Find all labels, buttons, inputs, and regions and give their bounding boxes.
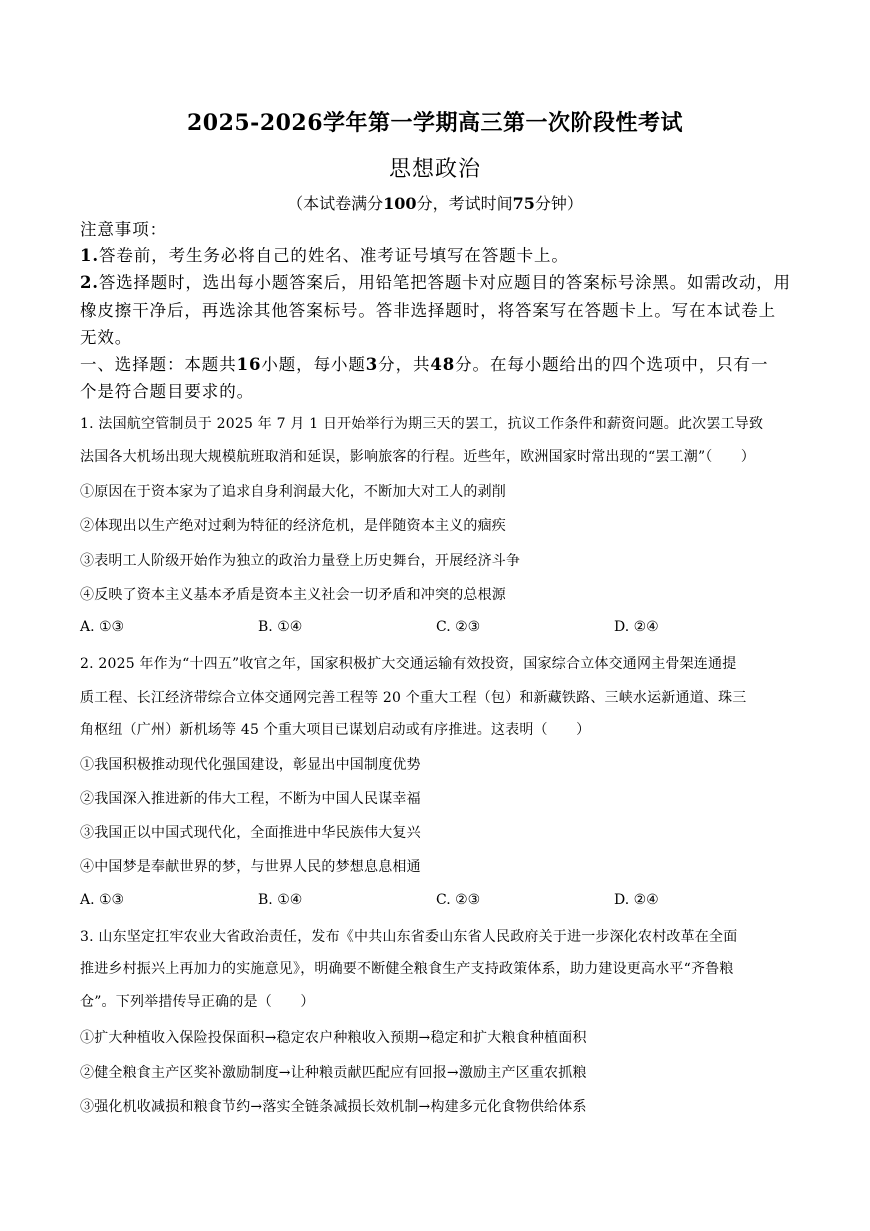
question-2-item: ③我国正以中国式现代化，全面推进中华民族伟大复兴 — [80, 825, 421, 841]
question-2-item: ②我国深入推进新的伟大工程，不断为中国人民谋幸福 — [80, 791, 421, 807]
points-per-question: 3 — [365, 355, 379, 374]
total-points: 48 — [430, 355, 456, 374]
question-1-stem: 法国各大机场出现大规模航班取消和延误，影响旅客的行程。近些年，欧洲国家时常出现的“罢工潮”（ ） — [80, 449, 756, 465]
notice-item-2-line-2: 橡皮擦干净后，再选涂其他答案标号。答非选择题时，将答案写在答题卡上。写在本试卷上 — [80, 301, 776, 320]
option-c[interactable]: C. ②③ — [436, 619, 481, 635]
section-text: 分，共 — [378, 355, 431, 374]
section-text: 一、选择题：本题共 — [80, 355, 237, 374]
question-1-item: ④反映了资本主义基本矛盾是资本主义社会一切矛盾和冲突的总根源 — [80, 587, 506, 603]
question-2-stem: 角枢纽（广州）新机场等 45 个重大项目已谋划启动或有序推进。这表明（ ） — [80, 722, 591, 738]
question-3-item: ①扩大种植收入保险投保面积→稳定农户种粮收入预期→稳定和扩大粮食种植面积 — [80, 1030, 587, 1046]
question-3-item: ③强化机收减损和粮食节约→落实全链条减损长效机制→构建多元化食物供给体系 — [80, 1099, 587, 1115]
option-b[interactable]: B. ①④ — [258, 892, 303, 908]
question-1-item: ①原因在于资本家为了追求自身利润最大化，不断加大对工人的剥削 — [80, 484, 506, 500]
section-text: 分。在每小题给出的四个选项中，只有一 — [455, 355, 769, 374]
notice-item-2-line-3: 无效。 — [80, 328, 133, 347]
option-d[interactable]: D. ②④ — [614, 892, 659, 908]
question-count: 16 — [236, 355, 262, 374]
exam-title: 2025-2026学年第一学期高三第一次阶段性考试 — [186, 110, 684, 136]
duration: 75 — [512, 194, 535, 213]
notice-heading: 注意事项： — [80, 220, 167, 239]
notice-item-text: 答卷前，考生务必将自己的姓名、准考证号填写在答题卡上。 — [99, 246, 569, 265]
notice-item-number: 1. — [80, 246, 100, 265]
question-2-stem: 质工程、长江经济带综合立体交通网完善工程等 20 个重大工程（包）和新藏铁路、三峡水运新通道、珠三 — [80, 690, 747, 706]
question-2-item: ①我国积极推动现代化强国建设，彰显出中国制度优势 — [80, 757, 421, 773]
section-text: 小题，每小题 — [261, 355, 366, 374]
question-3-stem: 推进乡村振兴上再加力的实施意见》，明确要不断健全粮食生产支持政策体系，助力建设更高水平“齐鲁粮 — [80, 961, 734, 977]
info-text: 分，考试时间 — [416, 194, 513, 213]
question-1-item: ③表明工人阶级开始作为独立的政治力量登上历史舞台，开展经济斗争 — [80, 553, 521, 569]
question-2-stem: 2. 2025 年作为“十四五”收官之年，国家积极扩大交通运输有效投资，国家综合立体交通网主骨架连通提 — [80, 656, 737, 672]
section-heading — [80, 352, 790, 378]
question-2-item: ④中国梦是奉献世界的梦，与世界人民的梦想息息相通 — [80, 859, 421, 875]
question-3-stem: 3. 山东坚定扛牢农业大省政治责任，发布《中共山东省委山东省人民政府关于进一步深化农村改革在全面 — [80, 929, 738, 945]
full-score: 100 — [383, 194, 417, 213]
section-heading-line-2: 个是符合题目要求的。 — [80, 382, 254, 401]
question-3-item: ②健全粮食主产区奖补激励制度→让种粮贡献匹配应有回报→激励主产区重农抓粮 — [80, 1065, 587, 1081]
option-d[interactable]: D. ②④ — [614, 619, 659, 635]
option-b[interactable]: B. ①④ — [258, 619, 303, 635]
info-text: 分钟） — [534, 194, 583, 213]
exam-info — [0, 191, 870, 214]
notice-item-number: 2. — [80, 273, 99, 292]
exam-subject: 思想政治 — [388, 157, 481, 182]
question-1-stem: 1. 法国航空管制员于 2025 年 7 月 1 日开始举行为期三天的罢工，抗议工作条件和薪资问题。此次罢工导致 — [80, 416, 764, 432]
option-a[interactable]: A. ①③ — [80, 619, 125, 635]
notice-item-text: 答选择题时，选出每小题答案后，用铅笔把答题卡对应题目的答案标号涂黑。如需改动，用 — [98, 273, 791, 292]
info-text: （本试卷满分 — [287, 194, 384, 213]
question-1-item: ②体现出以生产绝对过剩为特征的经济危机，是伴随资本主义的痼疾 — [80, 518, 506, 534]
question-3-stem: 仓”。下列举措传导正确的是（ ） — [80, 994, 315, 1010]
option-a[interactable]: A. ①③ — [80, 892, 125, 908]
notice-item-1 — [80, 243, 790, 269]
option-c[interactable]: C. ②③ — [436, 892, 481, 908]
notice-item-2 — [80, 270, 790, 296]
